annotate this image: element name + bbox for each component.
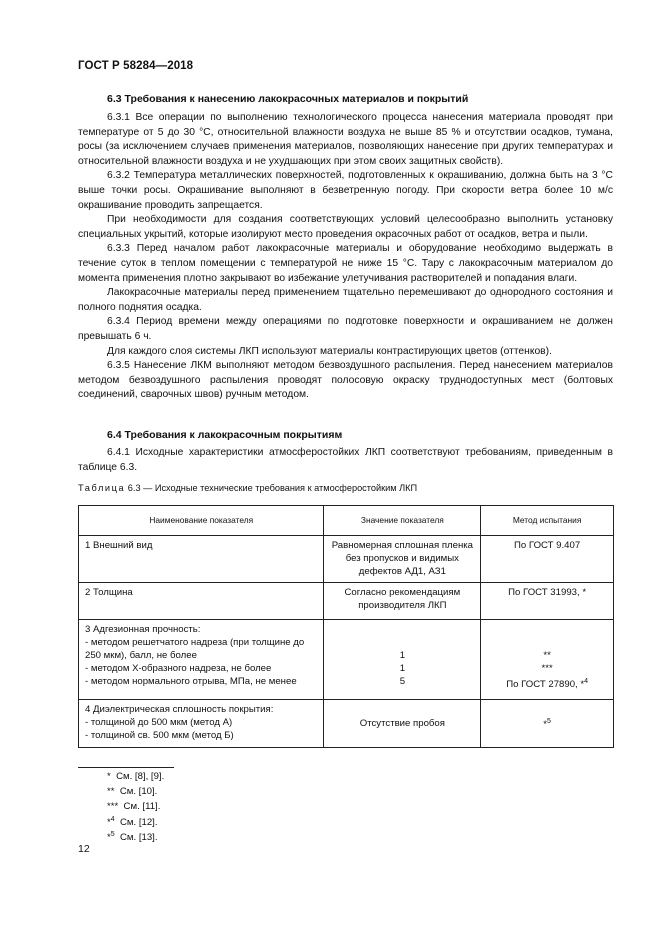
footnote-mark-sup: 5 <box>110 831 115 838</box>
table-cell: Равномерная сплошная пленка без пропусков и видимых дефектов АД1, АЗ1 <box>324 536 481 583</box>
footnote <box>107 801 160 812</box>
footnote-mark-sup: 4 <box>110 816 115 823</box>
table-cell: Согласно рекомендациям производителя ЛКП <box>324 583 481 620</box>
cell-line: - методом нормального отрыва, МПа, не менее <box>85 676 297 687</box>
table-cell: По ГОСТ 31993, * <box>481 583 614 620</box>
footnote-text: См. [12]. <box>119 817 158 829</box>
footnote-text: См. [10]. <box>119 786 158 797</box>
column-header: Метод испытания <box>481 506 614 536</box>
column-header: Наименование показателя <box>79 506 324 536</box>
requirements-table <box>78 505 614 748</box>
table-row <box>79 620 614 700</box>
footnote <box>107 786 157 797</box>
method-text: * <box>543 719 548 731</box>
cell-line: 4 Диэлектрическая сплошность покрытия: <box>85 704 274 715</box>
table-cell <box>481 700 614 748</box>
cell-line: - методом решетчатого надреза (при толщине до 250 мкм), балл, не более <box>85 637 305 661</box>
cell-line: 1 <box>399 650 406 661</box>
table-cell: Отсутствие пробоя <box>324 700 481 748</box>
paragraph: 6.3.5 Нанесение ЛКМ выполняют методом безвоздушного распыления. Перед нанесением материалов методом безвоздушного распыления проводят полосовую окраску труднодоступных мест (болтовых соединений, сварочных швов) ручным методом. <box>78 360 613 401</box>
footnote-mark: * <box>107 832 111 844</box>
section-6-3-body <box>78 111 613 403</box>
paragraph: 6.3.4 Период времени между операциями по подготовке поверхности и окрашиванием не должен превышать 6 ч. <box>78 316 613 342</box>
table-cell: По ГОСТ 9.407 <box>481 536 614 583</box>
document-header: ГОСТ Р 58284—2018 <box>78 60 194 72</box>
table-cell: 1 Внешний вид <box>79 536 324 583</box>
table-cell: 2 Толщина <box>79 583 324 620</box>
footnote-ref: 5 <box>547 718 551 726</box>
footnote-text: См. [8], [9]. <box>116 771 165 782</box>
method-text: По ГОСТ 27890, * <box>506 679 585 691</box>
cell-line: ** <box>543 650 551 661</box>
page-number: 12 <box>78 843 90 855</box>
table-cell <box>79 620 324 700</box>
paragraph: Для каждого слоя системы ЛКП используют материалы контрастирующих цветов (оттенков). <box>107 345 552 357</box>
footnote-mark: * <box>107 771 111 782</box>
table-row <box>79 583 614 620</box>
table-header-row <box>79 506 614 536</box>
cell-line: 5 <box>399 676 406 687</box>
cell-line: 1 <box>399 663 406 674</box>
cell-line: - толщиной до 500 мкм (метод А) <box>85 717 233 728</box>
table-caption <box>78 483 417 493</box>
cell-line <box>487 675 607 691</box>
table-caption-text: 6.3 — Исходные технические требования к атмосферостойким ЛКП <box>125 483 418 493</box>
section-6-4-body <box>78 446 613 475</box>
footnote-text: См. [11]. <box>123 801 161 812</box>
section-6-3-title: 6.3 Требования к нанесению лакокрасочных материалов и покрытий <box>107 93 469 105</box>
footnote <box>107 816 158 828</box>
table-cell <box>79 700 324 748</box>
paragraph: 6.3.1 Все операции по выполнению технологического процесса нанесения материала проводят при температуре от 5 до 30 °С, относительной влажности воздуха не выше 85 % и отсутствии осадков, тумана, росы (за исключением случаев применения материалов, позволяющих нанесение при других температурах и относительной влажности воздуха и не ухудшающих при этом своих защитных свойств). <box>78 112 613 167</box>
table-row <box>79 536 614 583</box>
paragraph: Лакокрасочные материалы перед применением тщательно перемешивают до однородного состояния и полного поднятия осадка. <box>78 287 613 313</box>
paragraph: При необходимости для создания соответствующих условий целесообразно выполнить установку специальных укрытий, которые изолируют место проведения окрасочных работ от осадков, ветра и пыли. <box>78 214 613 240</box>
table-caption-prefix: Таблица <box>78 483 126 493</box>
footnote-mark: * <box>107 817 111 829</box>
paragraph: 6.3.2 Температура металлических поверхностей, подготовленных к окрашиванию, должна быть на 3 °С выше точки росы. Окрашивание выполняют в безветренную погоду. При скорости ветра более 10 м/с окрашивание проводить запрещается. <box>78 170 613 211</box>
cell-line: - толщиной св. 500 мкм (метод Б) <box>85 730 234 741</box>
cell-line: - методом Х-образного надреза, не более <box>85 663 272 674</box>
table-row <box>79 700 614 748</box>
cell-line: *** <box>541 663 553 674</box>
footnote-mark: ** <box>107 786 115 797</box>
footnote <box>107 771 164 782</box>
footnote-mark: *** <box>107 801 119 812</box>
paragraph: 6.4.1 Исходные характеристики атмосферостойких ЛКП соответствуют требованиям, приведенным в таблице 6.3. <box>78 447 613 473</box>
footnote-separator <box>78 767 174 768</box>
cell-line: 3 Адгезионная прочность: <box>85 624 201 635</box>
table-cell <box>481 620 614 700</box>
column-header: Значение показателя <box>324 506 481 536</box>
footnote <box>107 831 158 843</box>
section-6-4-title: 6.4 Требования к лакокрасочным покрытиям <box>107 429 343 441</box>
paragraph: 6.3.3 Перед началом работ лакокрасочные материалы и оборудование необходимо выдержать в течение суток в теплом помещении с температурой не ниже 15 °С. Тару с лакокрасочным материалом до момента применения плотно закрывают во избежание улетучивания растворителей и попадания влаги. <box>78 243 613 284</box>
table-cell <box>324 620 481 700</box>
footnote-ref: 4 <box>584 678 589 685</box>
footnote-text: См. [13]. <box>119 832 158 844</box>
